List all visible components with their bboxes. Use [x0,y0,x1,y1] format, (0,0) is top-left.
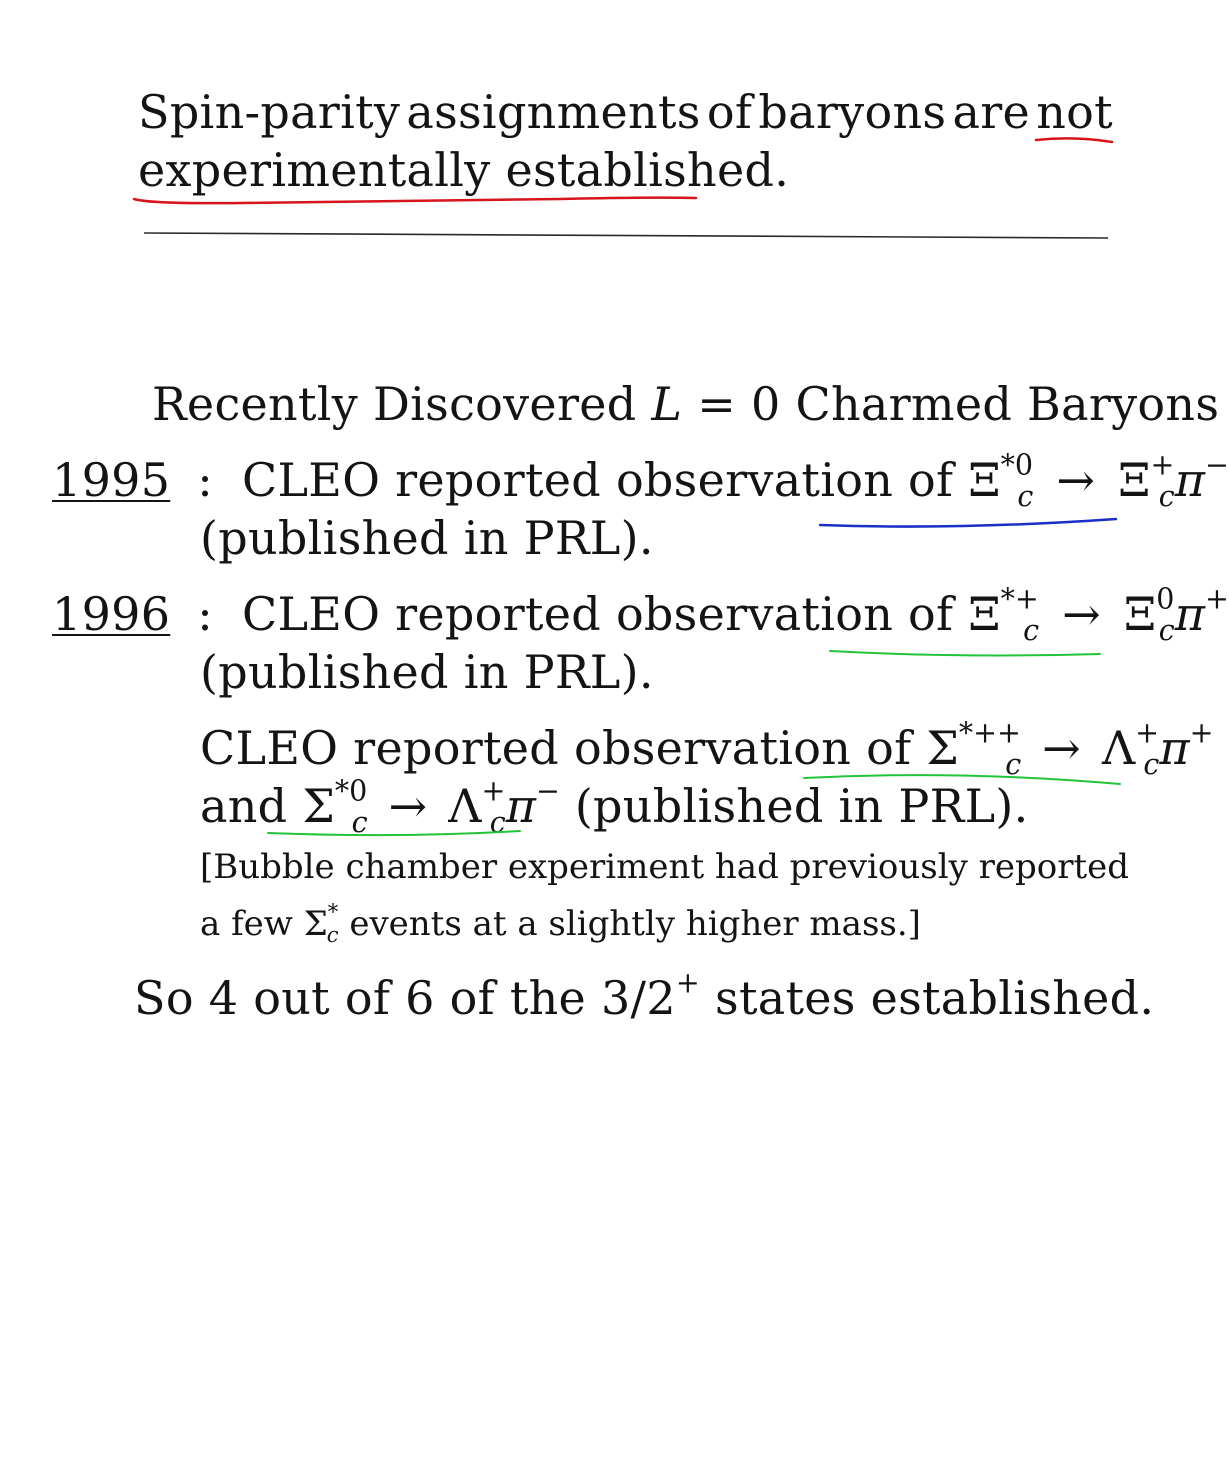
particle-charge: *+ [1000,582,1039,616]
heading-prefix: Recently Discovered [152,377,652,431]
entry-colon: : [197,587,214,641]
blue-underline-1995 [820,519,1116,527]
daughter-particle [1118,448,1175,513]
summary [134,966,1155,1026]
decay-arrow: → [1056,453,1096,507]
particle-charge: + [1150,448,1175,482]
pion [1174,448,1229,507]
intro-word: assignments [406,85,701,139]
particle [303,899,339,948]
green-underline-1996 [830,651,1100,655]
particle-symbol: π [1159,721,1190,775]
particle-symbol: Ξ [1118,453,1151,507]
red-underline-established [134,198,696,204]
particle-symbol: π [1174,587,1205,641]
particle-symbol: Λ [1101,721,1136,775]
heading-equals: = 0 [682,377,796,431]
particle-charge: *0 [334,774,368,808]
particle-charge: + [481,774,506,808]
particle-charge: + [1135,716,1160,750]
particle-symbol: Σ [926,721,959,775]
particle-symbol: Ξ [968,587,1001,641]
bubble-note-line-1: [Bubble chamber experiment had previously reported [200,847,1129,887]
particle-symbol: π [505,779,536,833]
entry-lead: CLEO reported observation of [241,453,969,507]
summary-parity: + [675,966,701,1000]
sigma-entry-line-1 [200,716,1214,781]
intro-line-1 [138,84,1113,140]
intro-line-2: experimentally established. [138,143,790,197]
heading-suffix: Charmed Baryons [795,377,1220,431]
parent-particle [302,774,368,839]
parent-particle [926,716,1022,781]
particle-charge: 0 [1156,582,1175,616]
daughter-particle [1123,582,1175,647]
bubble-note-line-2 [200,899,921,948]
particle-flavor: c [326,922,339,948]
decay-arrow: → [1042,721,1081,775]
particle-symbol: π [1174,453,1205,507]
sigma-entry-line-2 [200,774,1029,839]
entry-lead: CLEO reported observation of [241,587,969,641]
particle-charge: − [1204,448,1229,482]
conjunction: and [200,779,303,833]
pion [505,774,560,833]
intro-word: of [706,85,753,139]
entry-note: (published in PRL). [559,779,1029,833]
particle-flavor: c [1158,479,1175,513]
particle-charge: − [535,774,560,808]
particle-symbol: Ξ [1123,587,1157,641]
particle-flavor: c [1017,479,1034,513]
entry-year: 1995 [52,453,171,507]
entry-1996-note: (published in PRL). [200,645,654,699]
particle-flavor: c [351,805,368,839]
particle-symbol: Λ [448,779,482,833]
heading-variable: L [651,377,683,431]
decay-arrow: → [388,779,428,833]
particle-flavor: c [1143,747,1160,781]
particle-flavor: c [489,805,506,839]
parent-particle [968,448,1034,513]
particle-symbol: Ξ [968,453,1001,507]
bubble-note-text: a few [200,904,304,944]
particle-charge: *0 [1000,448,1034,482]
intro-word: Spin-parity [138,85,401,139]
decay-arrow: → [1062,587,1101,641]
particle-flavor: c [1023,613,1040,647]
particle-charge: *++ [958,716,1021,750]
summary-text: states established. [700,971,1155,1025]
particle-symbol: Σ [302,779,335,833]
entry-1995-note: (published in PRL). [200,511,654,565]
pion [1174,582,1229,641]
horizontal-rule [144,233,1108,238]
bubble-note-text: events at a slightly higher mass.] [338,904,921,944]
particle-charge: + [1204,582,1229,616]
particle-symbol: Σ [303,904,328,944]
entry-1995-line-1 [52,448,1229,513]
daughter-particle [1101,716,1160,781]
summary-text: So 4 out of 6 of the 3/2 [134,971,676,1025]
entry-lead: CLEO reported observation of [200,721,927,775]
intro-word: are [952,85,1031,139]
pion [1159,716,1214,775]
intro-word: baryons [758,85,947,139]
parent-particle [968,582,1040,647]
daughter-particle [448,774,506,839]
particle-charge: + [1189,716,1214,750]
entry-year: 1996 [52,587,171,641]
intro-emphasis: not [1036,85,1113,139]
particle-flavor: c [1005,747,1022,781]
particle-flavor: c [1158,613,1175,647]
particle-star: * [327,899,339,925]
entry-1996-line-1 [52,582,1229,647]
section-heading [152,376,1219,432]
entry-colon: : [197,453,214,507]
